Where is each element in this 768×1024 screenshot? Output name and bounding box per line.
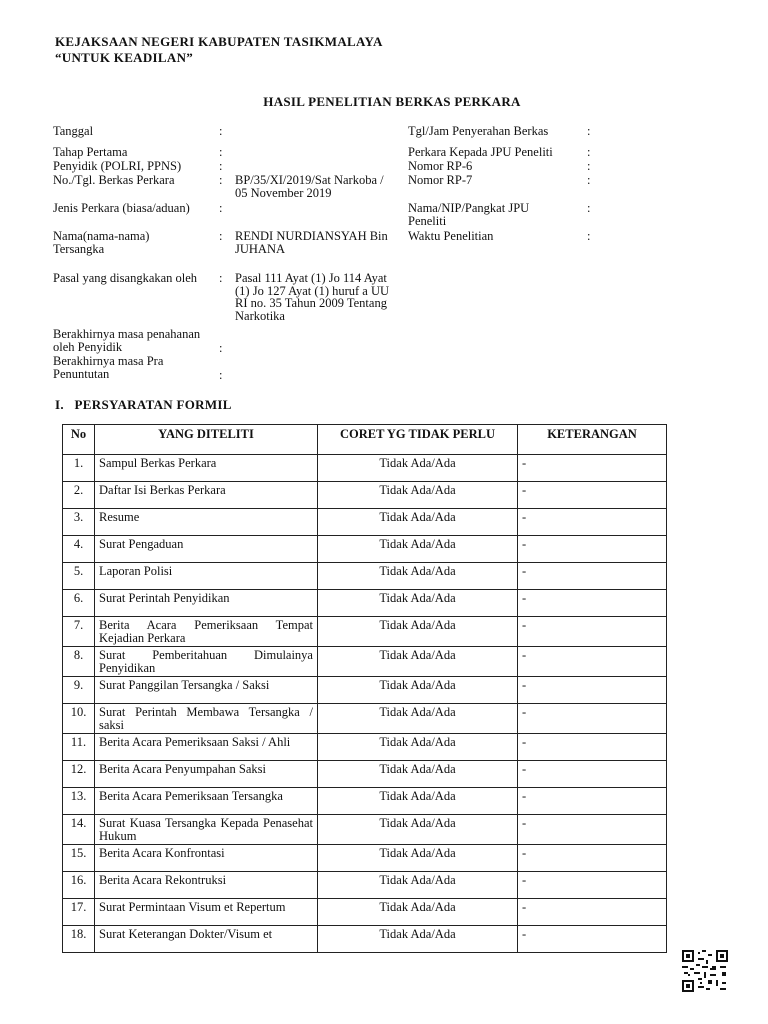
- row-item: Berita Acara Pemeriksaan Saksi / Ahli: [95, 734, 318, 761]
- field-label-rp6: Nomor RP-6: [408, 159, 473, 173]
- row-keterangan: -: [518, 734, 667, 761]
- row-number: 6.: [63, 590, 95, 617]
- field-colon: :: [587, 201, 591, 215]
- row-number: 17.: [63, 899, 95, 926]
- field-label-penyerahan: Tgl/Jam Penyerahan Berkas: [408, 124, 549, 138]
- header-coret: CORET YG TIDAK PERLU: [318, 425, 518, 455]
- field-label-jenis-perkara: Jenis Perkara (biasa/aduan): [53, 201, 190, 215]
- row-number: 14.: [63, 815, 95, 845]
- row-item: Berita Acara Pemeriksaan Tersangka: [95, 788, 318, 815]
- row-item: Berita Acara Pemeriksaan Tempat Kejadian Perkara: [95, 617, 318, 647]
- row-coret: Tidak Ada/Ada: [318, 509, 518, 536]
- field-label-tahap: Tahap Pertama: [53, 145, 128, 159]
- row-keterangan: -: [518, 704, 667, 734]
- row-number: 11.: [63, 734, 95, 761]
- row-keterangan: -: [518, 455, 667, 482]
- header-yang-diteliti: YANG DITELITI: [95, 425, 318, 455]
- table-row: [63, 647, 667, 677]
- row-item: Berita Acara Rekontruksi: [95, 872, 318, 899]
- row-number: 13.: [63, 788, 95, 815]
- row-keterangan: -: [518, 872, 667, 899]
- row-number: 18.: [63, 926, 95, 953]
- table-row: [63, 872, 667, 899]
- row-coret: Tidak Ada/Ada: [318, 899, 518, 926]
- table-row: [63, 899, 667, 926]
- field-colon: :: [219, 173, 223, 187]
- table-row: [63, 815, 667, 845]
- row-number: 1.: [63, 455, 95, 482]
- field-value-tersangka: RENDI NURDIANSYAH Bin JUHANA: [235, 229, 388, 256]
- row-number: 3.: [63, 509, 95, 536]
- field-value-pasal: Pasal 111 Ayat (1) Jo 114 Ayat (1) Jo 127 Ayat (1) huruf a UU RI no. 35 Tahun 2009 Tentang Narkotika: [235, 271, 390, 323]
- row-item: Daftar Isi Berkas Perkara: [95, 482, 318, 509]
- row-coret: Tidak Ada/Ada: [318, 815, 518, 845]
- row-item: Surat Keterangan Dokter/Visum et: [95, 926, 318, 953]
- table-row: [63, 590, 667, 617]
- row-coret: Tidak Ada/Ada: [318, 617, 518, 647]
- row-coret: Tidak Ada/Ada: [318, 761, 518, 788]
- field-label-no-berkas: No./Tgl. Berkas Perkara: [53, 173, 175, 187]
- row-number: 15.: [63, 845, 95, 872]
- row-keterangan: -: [518, 845, 667, 872]
- table-row: [63, 677, 667, 704]
- row-keterangan: -: [518, 536, 667, 563]
- row-coret: Tidak Ada/Ada: [318, 647, 518, 677]
- row-keterangan: -: [518, 647, 667, 677]
- row-number: 4.: [63, 536, 95, 563]
- table-row: [63, 788, 667, 815]
- row-coret: Tidak Ada/Ada: [318, 482, 518, 509]
- row-item: Surat Perintah Penyidikan: [95, 590, 318, 617]
- row-keterangan: -: [518, 509, 667, 536]
- qr-code-icon: [682, 950, 728, 992]
- field-label-pasal: Pasal yang disangkakan oleh: [53, 271, 198, 285]
- header-no: No: [63, 425, 95, 455]
- field-colon: :: [587, 124, 591, 138]
- row-coret: Tidak Ada/Ada: [318, 872, 518, 899]
- field-colon: :: [219, 159, 223, 173]
- row-number: 8.: [63, 647, 95, 677]
- page-title: HASIL PENELITIAN BERKAS PERKARA: [263, 94, 521, 109]
- row-keterangan: -: [518, 677, 667, 704]
- table-row: [63, 536, 667, 563]
- field-label-penahanan: Berakhirnya masa penahanan oleh Penyidik: [53, 327, 201, 354]
- table-row: [63, 734, 667, 761]
- field-colon: :: [587, 229, 591, 243]
- field-colon: :: [219, 341, 223, 355]
- row-coret: Tidak Ada/Ada: [318, 563, 518, 590]
- row-item: Surat Panggilan Tersangka / Saksi: [95, 677, 318, 704]
- row-item: Surat Perintah Membawa Tersangka / saksi: [95, 704, 318, 734]
- row-keterangan: -: [518, 617, 667, 647]
- row-keterangan: -: [518, 815, 667, 845]
- table-row: [63, 563, 667, 590]
- row-item: Berita Acara Konfrontasi: [95, 845, 318, 872]
- row-keterangan: -: [518, 563, 667, 590]
- field-colon: :: [219, 271, 223, 285]
- row-coret: Tidak Ada/Ada: [318, 926, 518, 953]
- row-keterangan: -: [518, 788, 667, 815]
- field-label-tersangka: Nama(nama-nama) Tersangka: [53, 229, 150, 256]
- field-colon: :: [219, 368, 223, 382]
- table-row: [63, 455, 667, 482]
- field-label-jpu: Nama/NIP/Pangkat JPU Peneliti: [408, 201, 530, 228]
- row-item: Surat Pengaduan: [95, 536, 318, 563]
- field-colon: :: [219, 201, 223, 215]
- table-row: [63, 926, 667, 953]
- row-item: Surat Pemberitahuan Dimulainya Penyidikan: [95, 647, 318, 677]
- row-keterangan: -: [518, 899, 667, 926]
- field-label-tanggal: Tanggal: [53, 124, 94, 138]
- row-coret: Tidak Ada/Ada: [318, 677, 518, 704]
- persyaratan-table: [62, 424, 667, 953]
- table-row: [63, 761, 667, 788]
- row-coret: Tidak Ada/Ada: [318, 536, 518, 563]
- row-coret: Tidak Ada/Ada: [318, 788, 518, 815]
- table-row: [63, 704, 667, 734]
- row-number: 10.: [63, 704, 95, 734]
- row-item: Laporan Polisi: [95, 563, 318, 590]
- row-coret: Tidak Ada/Ada: [318, 590, 518, 617]
- field-colon: :: [587, 173, 591, 187]
- field-colon: :: [219, 229, 223, 243]
- table-row: [63, 482, 667, 509]
- row-keterangan: -: [518, 590, 667, 617]
- field-label-perkara-kepada: Perkara Kepada JPU Peneliti: [408, 145, 553, 159]
- field-colon: :: [219, 145, 223, 159]
- row-number: 5.: [63, 563, 95, 590]
- row-number: 16.: [63, 872, 95, 899]
- row-keterangan: -: [518, 926, 667, 953]
- row-item: Berita Acara Penyumpahan Saksi: [95, 761, 318, 788]
- row-number: 2.: [63, 482, 95, 509]
- table-row: [63, 845, 667, 872]
- table-row: [63, 617, 667, 647]
- section-title: I. PERSYARATAN FORMIL: [55, 397, 232, 412]
- row-number: 9.: [63, 677, 95, 704]
- row-keterangan: -: [518, 761, 667, 788]
- field-label-penyidik: Penyidik (POLRI, PPNS): [53, 159, 182, 173]
- field-label-waktu: Waktu Penelitian: [408, 229, 494, 243]
- header-keterangan: KETERANGAN: [518, 425, 667, 455]
- row-item: Surat Kuasa Tersangka Kepada Penasehat Hukum: [95, 815, 318, 845]
- field-colon: :: [587, 145, 591, 159]
- row-item: Sampul Berkas Perkara: [95, 455, 318, 482]
- row-item: Resume: [95, 509, 318, 536]
- table-header-row: [63, 425, 667, 455]
- row-keterangan: -: [518, 482, 667, 509]
- row-coret: Tidak Ada/Ada: [318, 845, 518, 872]
- row-number: 7.: [63, 617, 95, 647]
- field-label-rp7: Nomor RP-7: [408, 173, 473, 187]
- field-value-no-berkas: BP/35/XI/2019/Sat Narkoba / 05 November 2019: [235, 173, 384, 200]
- field-label-pra-penuntutan: Berakhirnya masa Pra Penuntutan: [53, 354, 164, 381]
- org-name: KEJAKSAAN NEGERI KABUPATEN TASIKMALAYA: [55, 34, 383, 49]
- row-number: 12.: [63, 761, 95, 788]
- field-colon: :: [219, 124, 223, 138]
- field-colon: :: [587, 159, 591, 173]
- org-motto: “UNTUK KEADILAN”: [55, 50, 194, 65]
- row-coret: Tidak Ada/Ada: [318, 734, 518, 761]
- table-row: [63, 509, 667, 536]
- row-coret: Tidak Ada/Ada: [318, 704, 518, 734]
- row-coret: Tidak Ada/Ada: [318, 455, 518, 482]
- row-item: Surat Permintaan Visum et Repertum: [95, 899, 318, 926]
